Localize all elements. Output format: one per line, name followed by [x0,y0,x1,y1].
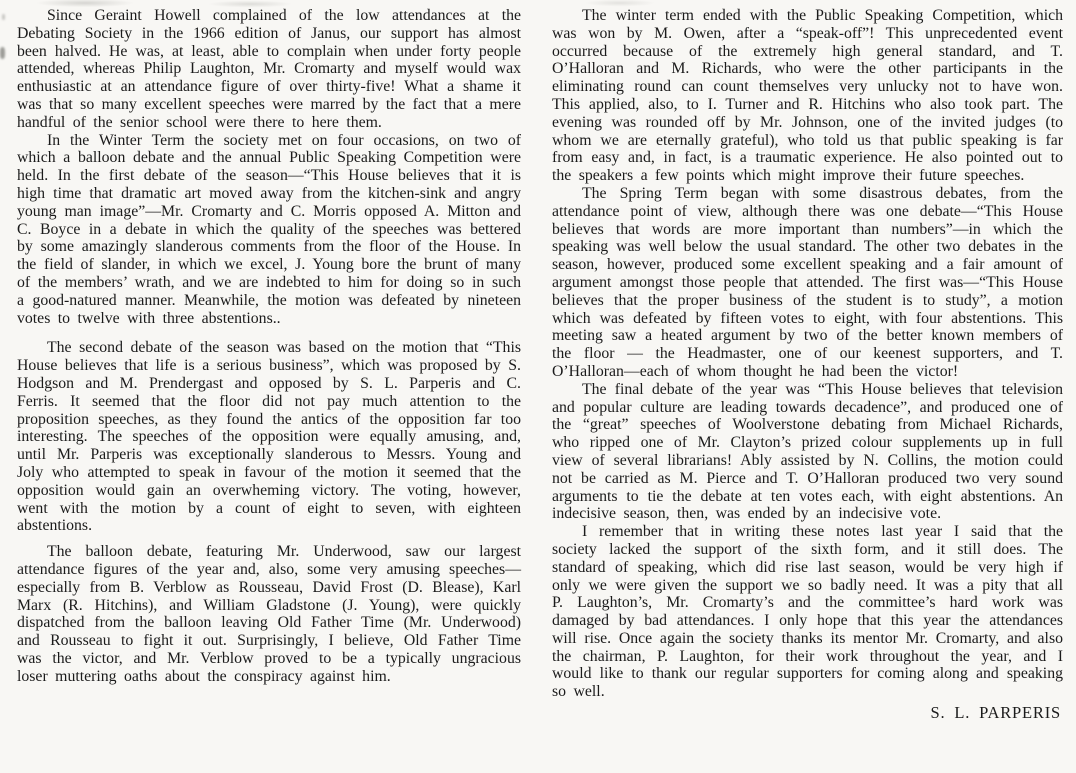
scan-artifact [2,14,5,20]
paragraph-balloon-debate: The balloon debate, featuring Mr. Underwood, saw our largest attendance figures of the year and, also, some very amusing speeches—especially from B. Verblow as Rousseau, David Frost (D. Blease), Karl Marx (R. Hitchins), and William Gladstone (J. Young), were quickly dispatched from the balloon leaving Old Father Time (Mr. Underwood) and Rousseau to fight it out. Surprisingly, I believe, Old Father Time was the victor, and Mr. Verblow proved to be a typically ungracious loser muttering oaths about the conspiracy against him. [17,543,521,685]
author-signature: S. L. PARPERIS [930,703,1061,723]
paragraph-final-debate: The final debate of the year was “This House believes that television and popular culture are leading towards decadence”, and produced one of the “great” speeches of Woolverstone debating from Michael Richards, who ripped one of Mr. Clayton’s prized colour supplements up in full view of several librarians! Ably assisted by N. Collins, the motion could not be carried as M. Pierce and T. O’Halloran produced two very sound arguments to tie the debate at ten votes each, with eight abstentions. An indecisive season, then, was ended by an indecisive vote. [552,380,1063,523]
scan-artifact [0,47,5,59]
paragraph-public-speaking-competition: The winter term ended with the Public Speaking Competition, which was won by M. Owen, after a “speak-off”! This unprecedented event occurred because of the extremely high general standard, and T. O’Halloran and M. Richards, who were the other participants in the eliminating round can count themselves very unlucky not to have won. This applied, also, to I. Turner and R. Hitchins who also took part. The evening was rounded off by Mr. Johnson, one of the invited judges (to whom we are eternally grateful), who told us that public speaking is far from easy and, in fact, is a traumatic experience. He also pointed out to the speakers a few points which might improve their future speeches. [552,7,1063,185]
left-column [17,7,521,773]
paragraph-spring-term: The Spring Term began with some disastrous debates, from the attendance point of view, although there was one debate—“This House believes that words are more important than numbers”—in which the speaking was well below the usual standard. The other two debates in the season, however, produced some excellent speaking and a fair amount of argument amongst those people that attended. The first was—“This House believes that the proper business of the student is to study”, a motion which was defeated by fifteen votes to eight, with four abstentions. This meeting saw a heated argument by two of the better known members of the floor — the Headmaster, one of our keenest supporters, and T. O’Halloran—each of whom thought he had been the victor! [552,184,1063,380]
paragraph-closing-remarks: I remember that in writing these notes last year I said that the society lacked the support of the sixth form, and it still does. The standard of speaking, which did rise last season, would be very high if only we were given the support we so badly need. It was a pity that all P. Laughton’s, Mr. Cromarty’s and the committee’s hard work was damaged by bad attendances. I only hope that this year the attendances will rise. Once again the society thanks its mentor Mr. Cromarty, and also the chairman, P. Laughton, for their work throughout the year, and I would like to thank our regular supporters for coming along and speaking so well. [552,523,1063,701]
paragraph-winter-term-first-debate: In the Winter Term the society met on four occasions, on two of which a balloon debate and the annual Public Speaking Competition were held. In the first debate of the season—“This House believes that it is high time that dramatic art moved away from the kitchen-sink and angry young man image”—Mr. Cromarty and C. Morris opposed A. Mitton and C. Boyce in a debate in which the quality of the speeches was bettered by some amazingly slanderous comments from the floor of the House. In the field of slander, in which we excel, J. Young bore the brunt of many of the members’ wrath, and we are indebted to him for doing so in such a good-natured manner. Meanwhile, the motion was defeated by nineteen votes to twelve with three abstentions.. [17,131,521,327]
paragraph-intro-attendance: Since Geraint Howell complained of the low attendances at the Debating Society in the 1966 edition of Janus, our support has almost been halved. He was, at least, able to complain when under forty people attended, whereas Philip Laughton, Mr. Cromarty and myself would wax enthusiastic at an attendance figure of over thirty-five! What a shame it was that so many excellent speeches were marred by the fact that a mere handful of the senior school were there to here them. [17,7,521,131]
paragraph-second-debate: The second debate of the season was based on the motion that “This House believes that life is a serious business”, which was proposed by S. Hodgson and M. Prendergast and opposed by S. L. Parperis and C. Ferris. It seemed that the floor did not pay much attention to the proposition speeches, as they found the antics of the opposition far too interesting. The speeches of the opposition were equally amusing, and, until Mr. Parperis was exceptionally slanderous to Messrs. Young and Joly who attempted to speak in favour of the motion it seemed that the opposition would gain an overwheming victory. The voting, however, went with the motion by a count of eight to seven, with eighteen abstentions. [17,339,521,535]
right-column [552,7,1063,773]
